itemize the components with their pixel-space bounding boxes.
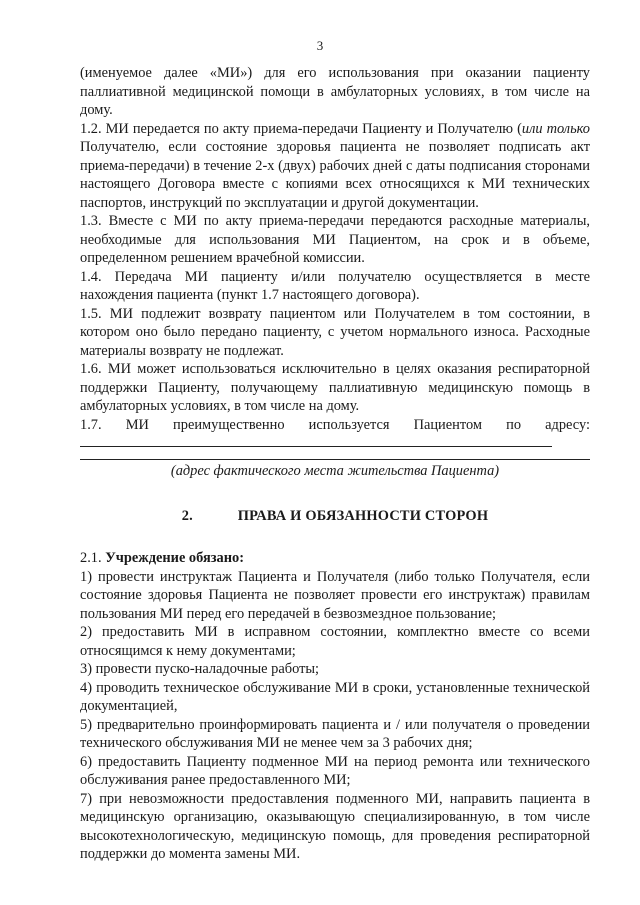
section-2-number: 2. bbox=[181, 507, 193, 524]
page-number: 3 bbox=[316, 38, 324, 53]
section-2-title: ПРАВА И ОБЯЗАННОСТИ СТОРОН bbox=[237, 507, 489, 524]
paragraph-1-2 bbox=[80, 120, 590, 213]
list-item: 7) при невозможности предоставления подменного МИ, направить пациента в медицинскую организацию, оказывающую специализированную, в том числе высокотехнологическую, медицинскую помощь, для проведения респираторной поддержки до момента замены МИ. bbox=[80, 790, 590, 862]
subsection-2-1-heading bbox=[80, 549, 590, 568]
paragraph-1-2-italic: или только bbox=[521, 120, 590, 137]
paragraph-1-3: 1.3. Вместе с МИ по акту приема-передачи передаются расходные материалы, необходимые для использования МИ Пациентом, на срок и в объеме, определенном решением врачебной комиссии. bbox=[80, 213, 590, 266]
paragraph-1-2-start: 1.2. МИ передается по акту приема-передачи Пациенту и Получателю ( bbox=[80, 120, 522, 137]
paragraph-1-7: 1.7. МИ преимущественно используется Пациентом по адресу: bbox=[80, 416, 590, 433]
list-item: 3) провести пуско-наладочные работы; bbox=[80, 661, 320, 677]
address-blank-line-1 bbox=[80, 434, 552, 447]
section-2-heading bbox=[80, 507, 590, 526]
document-body bbox=[80, 64, 590, 864]
paragraph-intro: (именуемое далее «МИ») для его использования при оказании пациенту паллиативной медицинской помощи в амбулаторных условиях, в том числе на дому. bbox=[80, 65, 590, 118]
list-item: 4) проводить техническое обслуживание МИ в сроки, установленные технической документацией, bbox=[80, 679, 590, 714]
paragraph-1-5: 1.5. МИ подлежит возврату пациентом или Получателем в том состоянии, в котором оно было передано пациенту, с учетом нормального износа. Расходные материалы возврату не подлежат. bbox=[80, 305, 590, 359]
list-item: 6) предоставить Пациенту подменное МИ на период ремонта или технического обслуживания ранее предоставленного МИ; bbox=[80, 753, 590, 788]
paragraph-1-4: 1.4. Передача МИ пациенту и/или получателю осуществляется в месте нахождения пациента (пункт 1.7 настоящего договора). bbox=[80, 268, 590, 303]
list-item: 1) провести инструктаж Пациента и Получателя (либо только Получателя, если состояние здоровья Пациента не позволяет провести его инструктаж) правилам пользования МИ перед его передачей в безвозмездное пользование; bbox=[80, 568, 590, 622]
list-item: 5) предварительно проинформировать пациента и / или получателя о проведении технического обслуживания МИ не менее чем за 3 рабочих дня; bbox=[80, 716, 590, 751]
subsection-2-1-number: 2.1. bbox=[80, 550, 106, 566]
address-blank-line-2 bbox=[80, 447, 590, 460]
paragraph-1-6: 1.6. МИ может использоваться исключительно в целях оказания респираторной поддержки Пациенту, получающему паллиативную медицинскую помощь в амбулаторных условиях, в том числе на дому. bbox=[80, 361, 590, 414]
paragraph-1-2-end: Получателю, если состояние здоровья пациента не позволяет подписать акт приема-передачи) в течение 2-х (двух) рабочих дней с даты подписания сторонами настоящего Договора вместе с копиями всех относящихся к МИ технических паспортов, инструкций по эксплуатации и другой документации. bbox=[80, 139, 590, 211]
address-caption: (адрес фактического места жительства Пациента) bbox=[170, 463, 500, 479]
list-item: 2) предоставить МИ в исправном состоянии, комплектно вместе со всеми относящимся к нему документами; bbox=[80, 624, 590, 659]
subsection-2-1-title: Учреждение обязано: bbox=[105, 550, 244, 566]
